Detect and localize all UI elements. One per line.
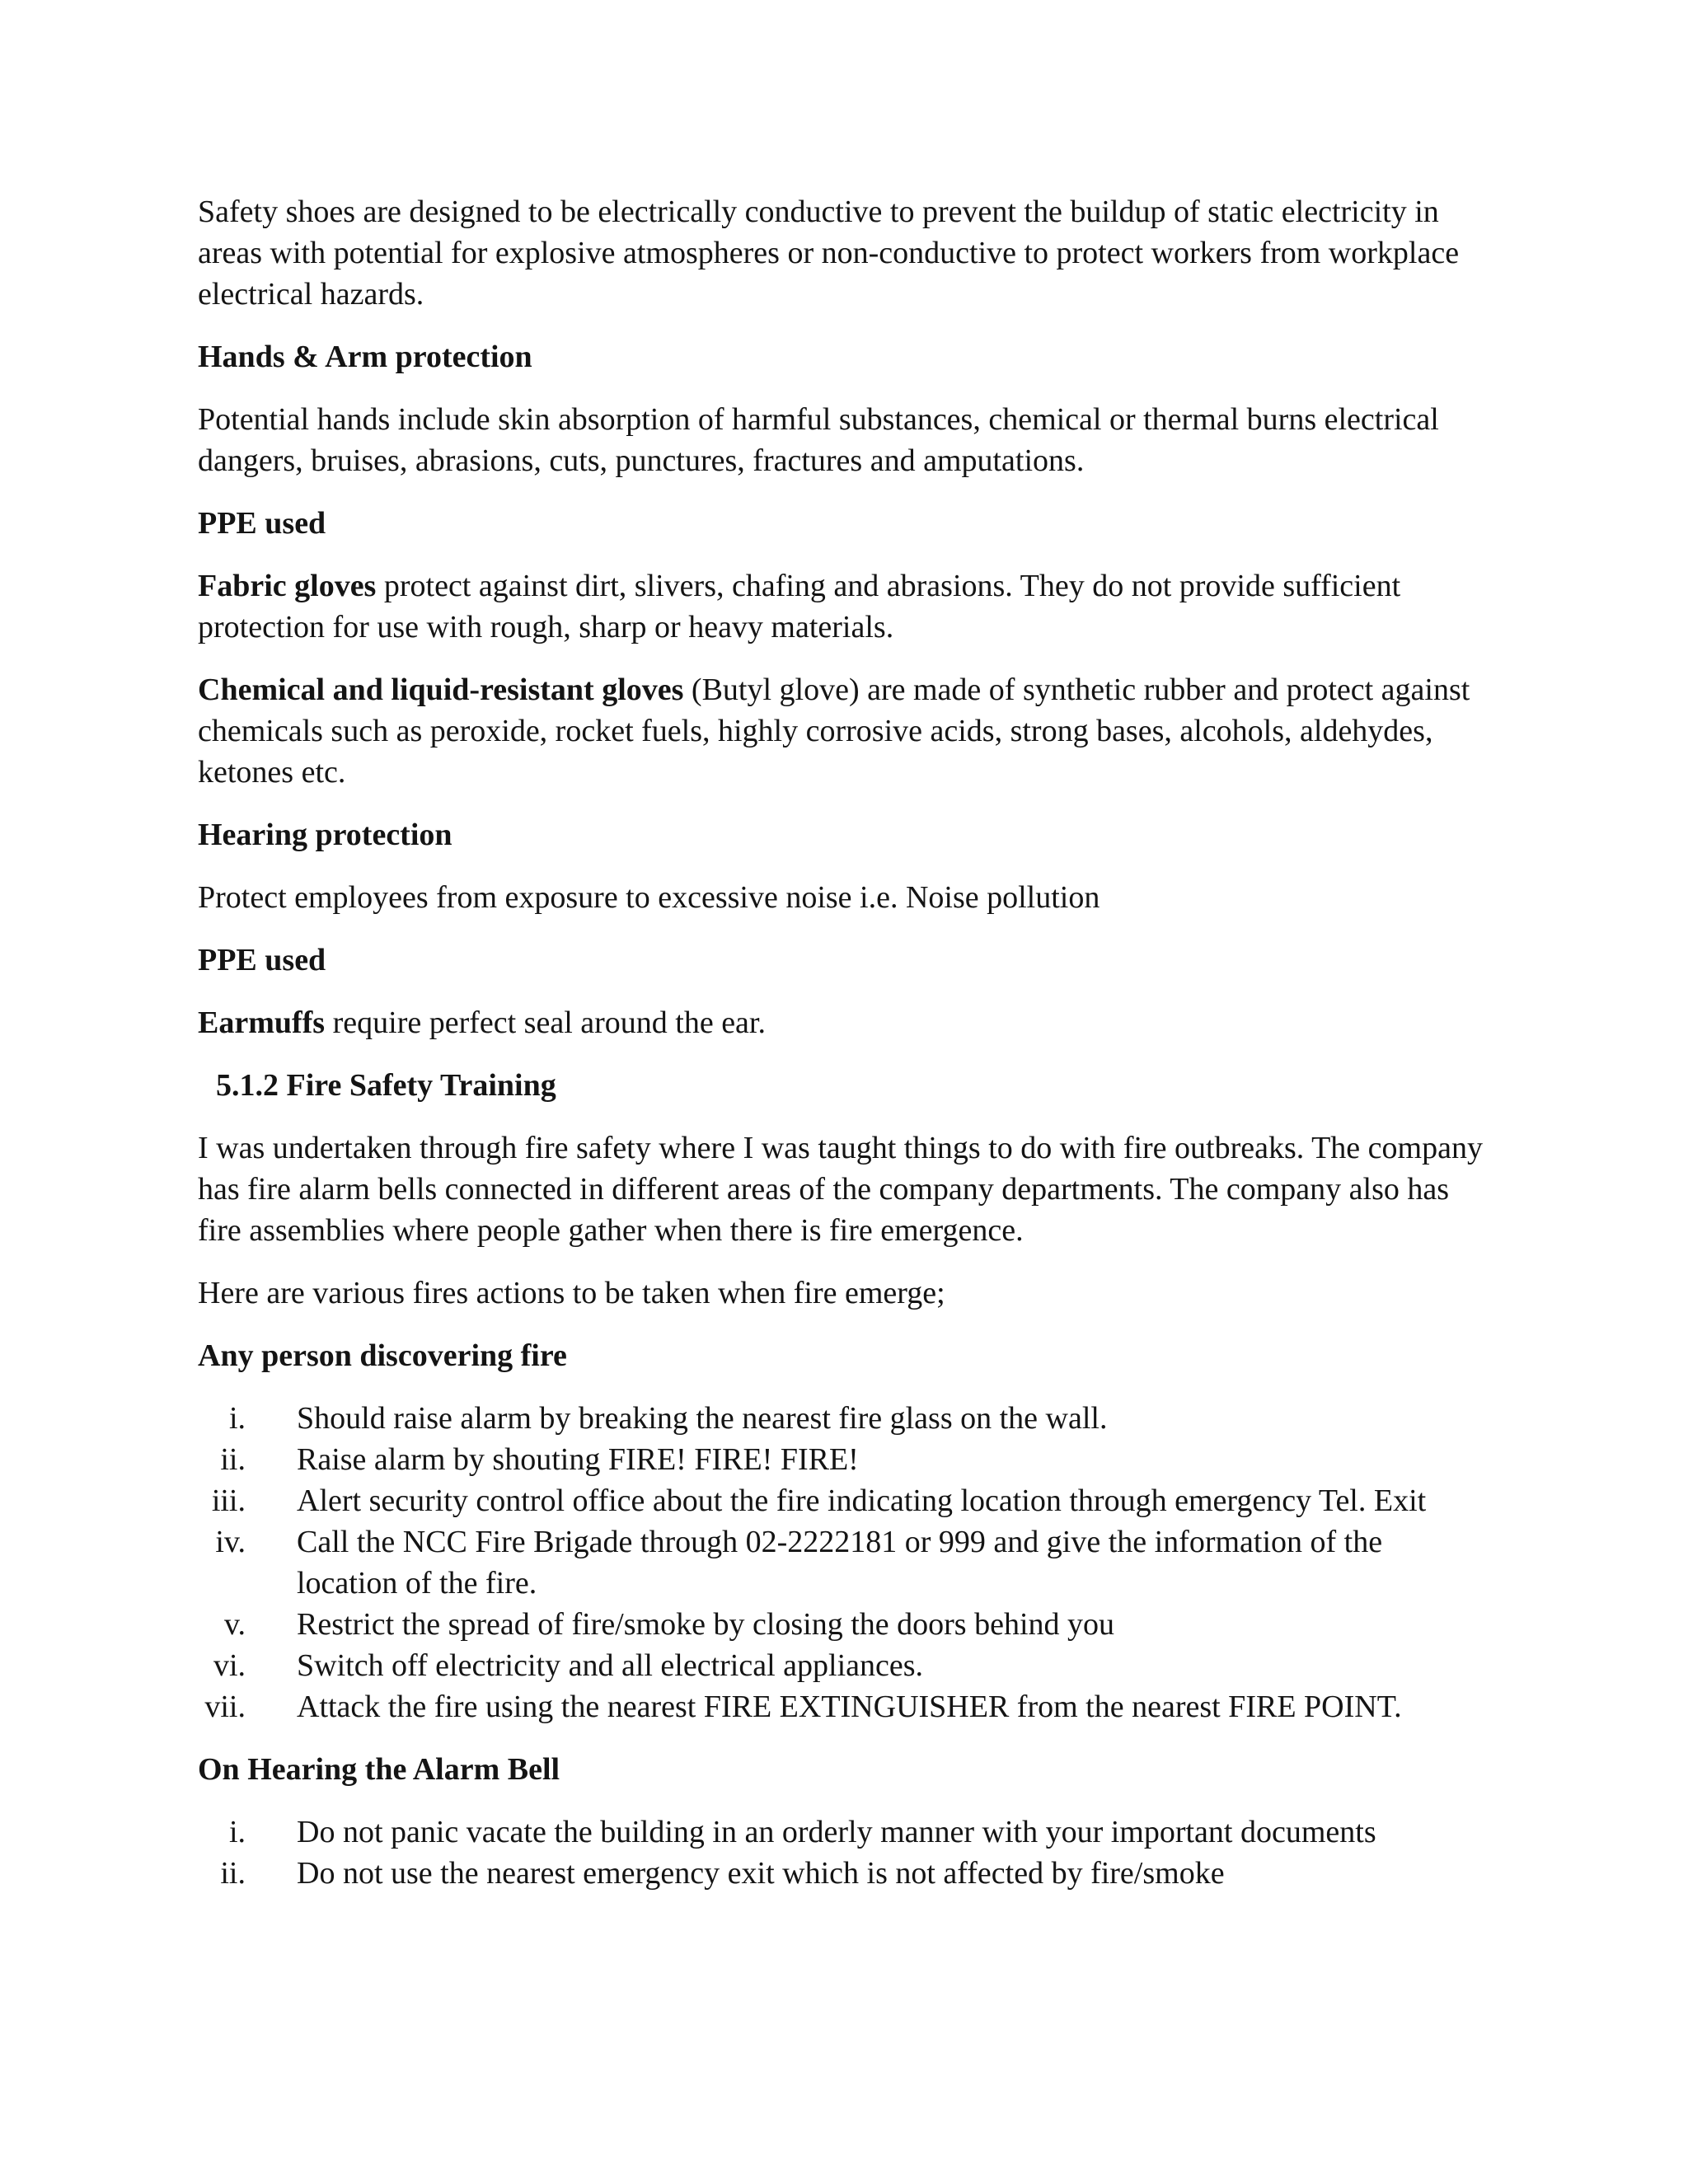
paragraph-earmuffs <box>198 1002 1484 1043</box>
paragraph-chemical-gloves <box>198 669 1484 793</box>
list-marker: ii. <box>220 1856 246 1891</box>
list-item <box>198 1480 1484 1521</box>
list-discovering-fire <box>198 1398 1484 1727</box>
list-item <box>198 1439 1484 1480</box>
paragraph-fabric-gloves <box>198 565 1484 648</box>
paragraph-fire-safety: I was undertaken through fire safety where I was taught things to do with fire outbreaks. The company has fire alarm bells connected in different areas of the company departments. The company also has fire assemblies where people gather when there is fire emergence. <box>198 1131 1483 1248</box>
list-marker: vi. <box>213 1648 246 1683</box>
heading-ppe-used-hearing: PPE used <box>198 943 326 977</box>
heading-any-person-discovering-fire: Any person discovering fire <box>198 1338 567 1373</box>
list-item-text: Restrict the spread of fire/smoke by closing the doors behind you <box>297 1607 1115 1642</box>
heading-on-hearing-alarm-bell: On Hearing the Alarm Bell <box>198 1752 560 1787</box>
term-fabric-gloves: Fabric gloves <box>198 569 377 603</box>
desc-chemical-gloves: (Butyl glove) are made of synthetic rubber and protect against chemicals such as peroxide, rocket fuels, highly corrosive acids, strong bases, alcohols, aldehydes, ketones etc. <box>198 673 1470 790</box>
paragraph-hand-hazards: Potential hands include skin absorption of harmful substances, chemical or thermal burns electrical dangers, bruises, abrasions, cuts, punctures, fractures and amputations. <box>198 402 1439 478</box>
list-item-text: Attack the fire using the nearest FIRE EXTINGUISHER from the nearest FIRE POINT. <box>297 1690 1402 1724</box>
list-marker: i. <box>228 1815 246 1849</box>
list-marker: iv. <box>215 1525 246 1559</box>
list-marker: ii. <box>220 1442 246 1477</box>
list-marker: vii. <box>204 1690 246 1724</box>
list-marker: iii. <box>211 1483 246 1518</box>
list-item-text: Alert security control office about the fire indicating location through emergency Tel. Exit <box>297 1483 1427 1518</box>
heading-hands-arm-protection: Hands & Arm protection <box>198 340 532 374</box>
term-chemical-gloves: Chemical and liquid-resistant gloves <box>198 673 684 707</box>
list-item-text: Do not panic vacate the building in an orderly manner with your important documents <box>297 1815 1376 1849</box>
list-hearing-alarm <box>198 1811 1484 1894</box>
list-item <box>198 1521 1484 1604</box>
list-item <box>198 1811 1484 1853</box>
heading-ppe-used-hands: PPE used <box>198 506 326 541</box>
list-item-text: Raise alarm by shouting FIRE! FIRE! FIRE! <box>297 1442 859 1477</box>
list-item-text: Do not use the nearest emergency exit which is not affected by fire/smoke <box>297 1856 1225 1891</box>
list-item <box>198 1686 1484 1727</box>
list-item <box>198 1645 1484 1686</box>
list-marker: i. <box>228 1401 246 1436</box>
list-item <box>198 1853 1484 1894</box>
list-item <box>198 1398 1484 1439</box>
list-item-text: Switch off electricity and all electrical appliances. <box>297 1648 924 1683</box>
heading-hearing-protection: Hearing protection <box>198 818 452 852</box>
heading-fire-safety-training: 5.1.2 Fire Safety Training <box>216 1068 556 1103</box>
list-marker: v. <box>223 1607 246 1642</box>
document-page <box>198 191 1484 1915</box>
paragraph-safety-shoes: Safety shoes are designed to be electrically conductive to prevent the buildup of static electricity in areas with potential for explosive atmospheres or non-conductive to protect workers from workplace electrical hazards. <box>198 194 1460 312</box>
desc-earmuffs: require perfect seal around the ear. <box>325 1005 766 1040</box>
term-earmuffs: Earmuffs <box>198 1005 326 1040</box>
paragraph-hearing: Protect employees from exposure to excessive noise i.e. Noise pollution <box>198 880 1100 915</box>
paragraph-fire-actions: Here are various fires actions to be taken when fire emerge; <box>198 1276 945 1310</box>
desc-fabric-gloves: protect against dirt, slivers, chafing and abrasions. They do not provide sufficient protection for use with rough, sharp or heavy materials. <box>198 569 1401 644</box>
list-item-text: Should raise alarm by breaking the nearest fire glass on the wall. <box>297 1401 1108 1436</box>
list-item <box>198 1604 1484 1645</box>
list-item-text: Call the NCC Fire Brigade through 02-2222181 or 999 and give the information of the location of the fire. <box>297 1525 1383 1601</box>
